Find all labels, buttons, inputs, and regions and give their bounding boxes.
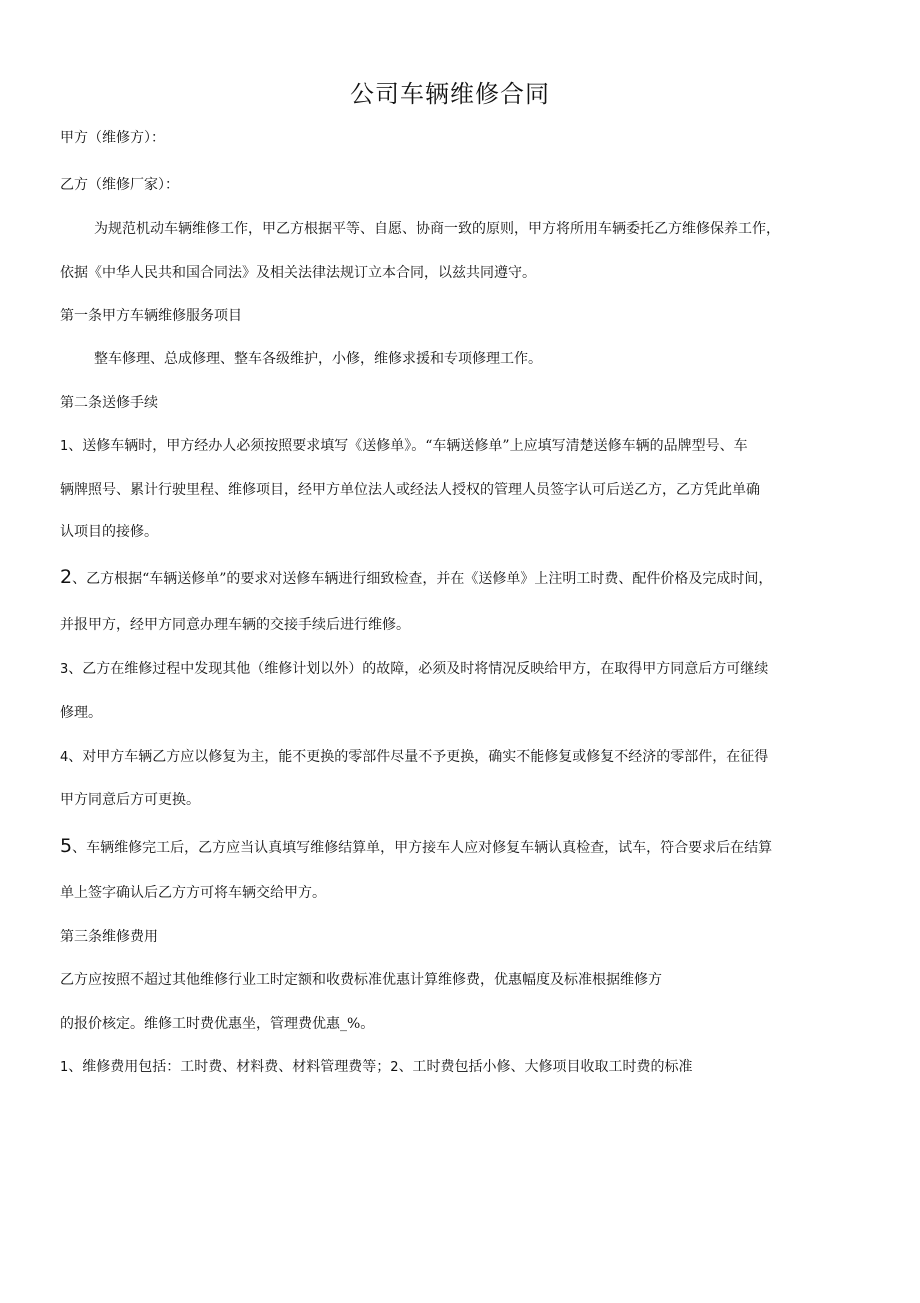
item-text: 、工时费包括小修、大修项目收取工时费的标准 (398, 1059, 693, 1075)
article2-item3-line1 (60, 656, 768, 683)
document-title: 公司车辆维修合同 (350, 80, 550, 108)
item-number: 2 (390, 1060, 399, 1075)
article2-item1-line2: 辆牌照号、累计行驶里程、维修项目，经甲方单位法人或经法人授权的管理人员签字认可后送乙方，乙方凭此单确 (60, 482, 760, 498)
article2-item4-line2: 甲方同意后方可更换。 (60, 792, 200, 808)
party-a-line: 甲方（维修方）： (60, 130, 165, 146)
article3-heading: 第三条维修费用 (60, 929, 158, 945)
item-number: 2 (60, 566, 73, 588)
item-text: 、车辆维修完工后，乙方应当认真填写维修结算单，甲方接车人应对修复车辆认真检查，试车，符合要求后在结算 (72, 840, 773, 856)
article2-item4-line1 (60, 744, 768, 771)
article2-heading: 第二条送修手续 (60, 395, 158, 411)
article3-item-line (60, 1054, 693, 1081)
item-number: 1 (60, 1060, 69, 1075)
article2-item2-line2: 并报甲方，经甲方同意办理车辆的交接手续后进行维修。 (60, 617, 410, 633)
article1-body: 整车修理、总成修理、整车各级维护，小修，维修求援和专项修理工作。 (94, 351, 542, 367)
item-text: 、送修车辆时，甲方经办人必须按照要求填写《送修单》。“车辆送修单”上应填写清楚送修车辆的品牌型号、车 (68, 438, 748, 454)
article1-heading: 第一条甲方车辆维修服务项目 (60, 308, 242, 324)
article2-item1-line3: 认项目的接修。 (60, 524, 158, 540)
item-text: 、维修费用包括：工时费、材料费、材料管理费等； (68, 1059, 391, 1075)
item-number: 4 (60, 750, 69, 765)
article2-item2-line1 (60, 564, 772, 592)
item-text: 、对甲方车辆乙方应以修复为主，能不更换的零部件尽量不予更换，确实不能修复或修复不经济的零部件，在征得 (68, 749, 769, 765)
item-text: 、乙方在维修过程中发现其他（维修计划以外）的故障，必须及时将情况反映给甲方，在取得甲方同意后方可继续 (68, 661, 769, 677)
article3-line2: 的报价核定。维修工时费优惠坐，管理费优惠_%。 (60, 1016, 375, 1032)
item-number: 1 (60, 439, 69, 454)
party-b-line: 乙方（维修厂家）： (60, 177, 179, 193)
item-number: 5 (60, 835, 73, 857)
intro-line-1: 为规范机动车辆维修工作，甲乙方根据平等、自愿、协商一致的原则，甲方将所用车辆委托乙方维修保养工作， (94, 221, 780, 237)
item-number: 3 (60, 662, 69, 677)
item-text: 、乙方根据“车辆送修单”的要求对送修车辆进行细致检查，并在《送修单》上注明工时费、配件价格及完成时间， (72, 571, 773, 587)
intro-line-2: 依据《中华人民共和国合同法》及相关法律法规订立本合同，以兹共同遵守。 (60, 265, 536, 281)
article3-line1: 乙方应按照不超过其他维修行业工时定额和收费标准优惠计算维修费，优惠幅度及标准根据维修方 (60, 972, 662, 988)
article2-item1-line1 (60, 433, 748, 460)
article2-item3-line2: 修理。 (60, 705, 102, 721)
article2-item5-line1 (60, 833, 772, 861)
article2-item5-line2: 单上签字确认后乙方方可将车辆交给甲方。 (60, 885, 326, 901)
